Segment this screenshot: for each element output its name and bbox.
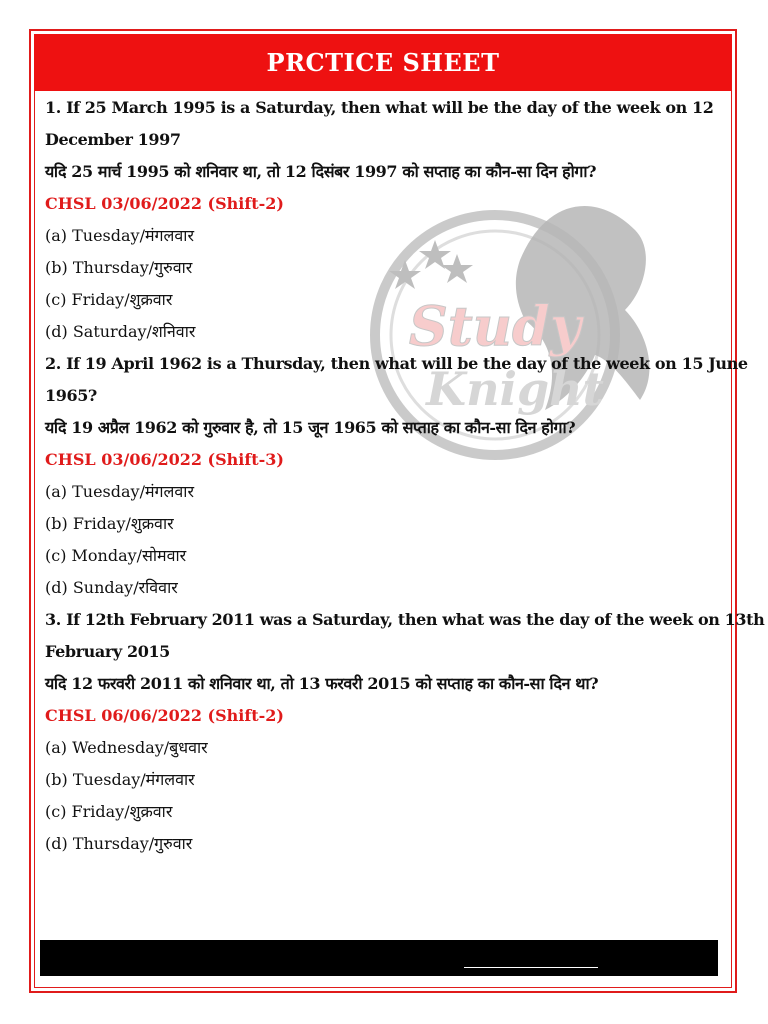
question-1-option-d: (d) Saturday/शनिवार <box>45 322 196 341</box>
question-2-option-c: (c) Monday/सोमवार <box>45 546 187 565</box>
question-2-exam-label: CHSL 03/06/2022 (Shift-3) <box>45 450 284 469</box>
question-1-option-a: (a) Tuesday/मंगलवार <box>45 226 194 245</box>
footer-divider <box>464 967 598 968</box>
sheet-title: PRCTICE SHEET <box>34 34 732 91</box>
question-3-option-b: (b) Tuesday/मंगलवार <box>45 770 195 789</box>
question-2-hindi: यदि 19 अप्रैल 1962 को गुरुवार है, तो 15 जून 1965 को सप्ताह का कौन-सा दिन होगा? <box>45 418 576 437</box>
question-3-option-a: (a) Wednesday/बुधवार <box>45 738 208 757</box>
questions-list <box>45 92 765 860</box>
question-1-hindi: यदि 25 मार्च 1995 को शनिवार था, तो 12 दिसंबर 1997 को सप्ताह का कौन-सा दिन होगा? <box>45 162 597 181</box>
question-3-english-line-2: February 2015 <box>45 642 170 661</box>
watermark-text-top: Study <box>408 294 582 358</box>
question-3-english-line-1: 3. If 12th February 2011 was a Saturday, then what was the day of the week on 13th <box>45 610 765 629</box>
question-3-hindi: यदि 12 फरवरी 2011 को शनिवार था, तो 13 फरवरी 2015 को सप्ताह का कौन-सा दिन था? <box>45 674 599 693</box>
question-2-option-d: (d) Sunday/रविवार <box>45 578 178 597</box>
watermark-text-bottom: Knight <box>426 362 604 416</box>
question-3-exam-label: CHSL 06/06/2022 (Shift-2) <box>45 706 284 725</box>
question-3-option-c: (c) Friday/शुक्रवार <box>45 802 173 821</box>
question-1-exam-label: CHSL 03/06/2022 (Shift-2) <box>45 194 284 213</box>
question-2-english-line-1: 2. If 19 April 1962 is a Thursday, then what will be the day of the week on 15 June <box>45 354 748 373</box>
footer-bar <box>40 940 718 976</box>
question-1-option-b: (b) Thursday/गुरुवार <box>45 258 193 277</box>
question-1-option-c: (c) Friday/शुक्रवार <box>45 290 173 309</box>
question-2-option-b: (b) Friday/शुक्रवार <box>45 514 174 533</box>
question-2-option-a: (a) Tuesday/मंगलवार <box>45 482 194 501</box>
question-1-english-line-1: 1. If 25 March 1995 is a Saturday, then what will be the day of the week on 12 <box>45 98 714 117</box>
question-3-option-d: (d) Thursday/गुरुवार <box>45 834 193 853</box>
question-1-english-line-2: December 1997 <box>45 130 181 149</box>
question-2-english-line-2: 1965? <box>45 386 97 405</box>
